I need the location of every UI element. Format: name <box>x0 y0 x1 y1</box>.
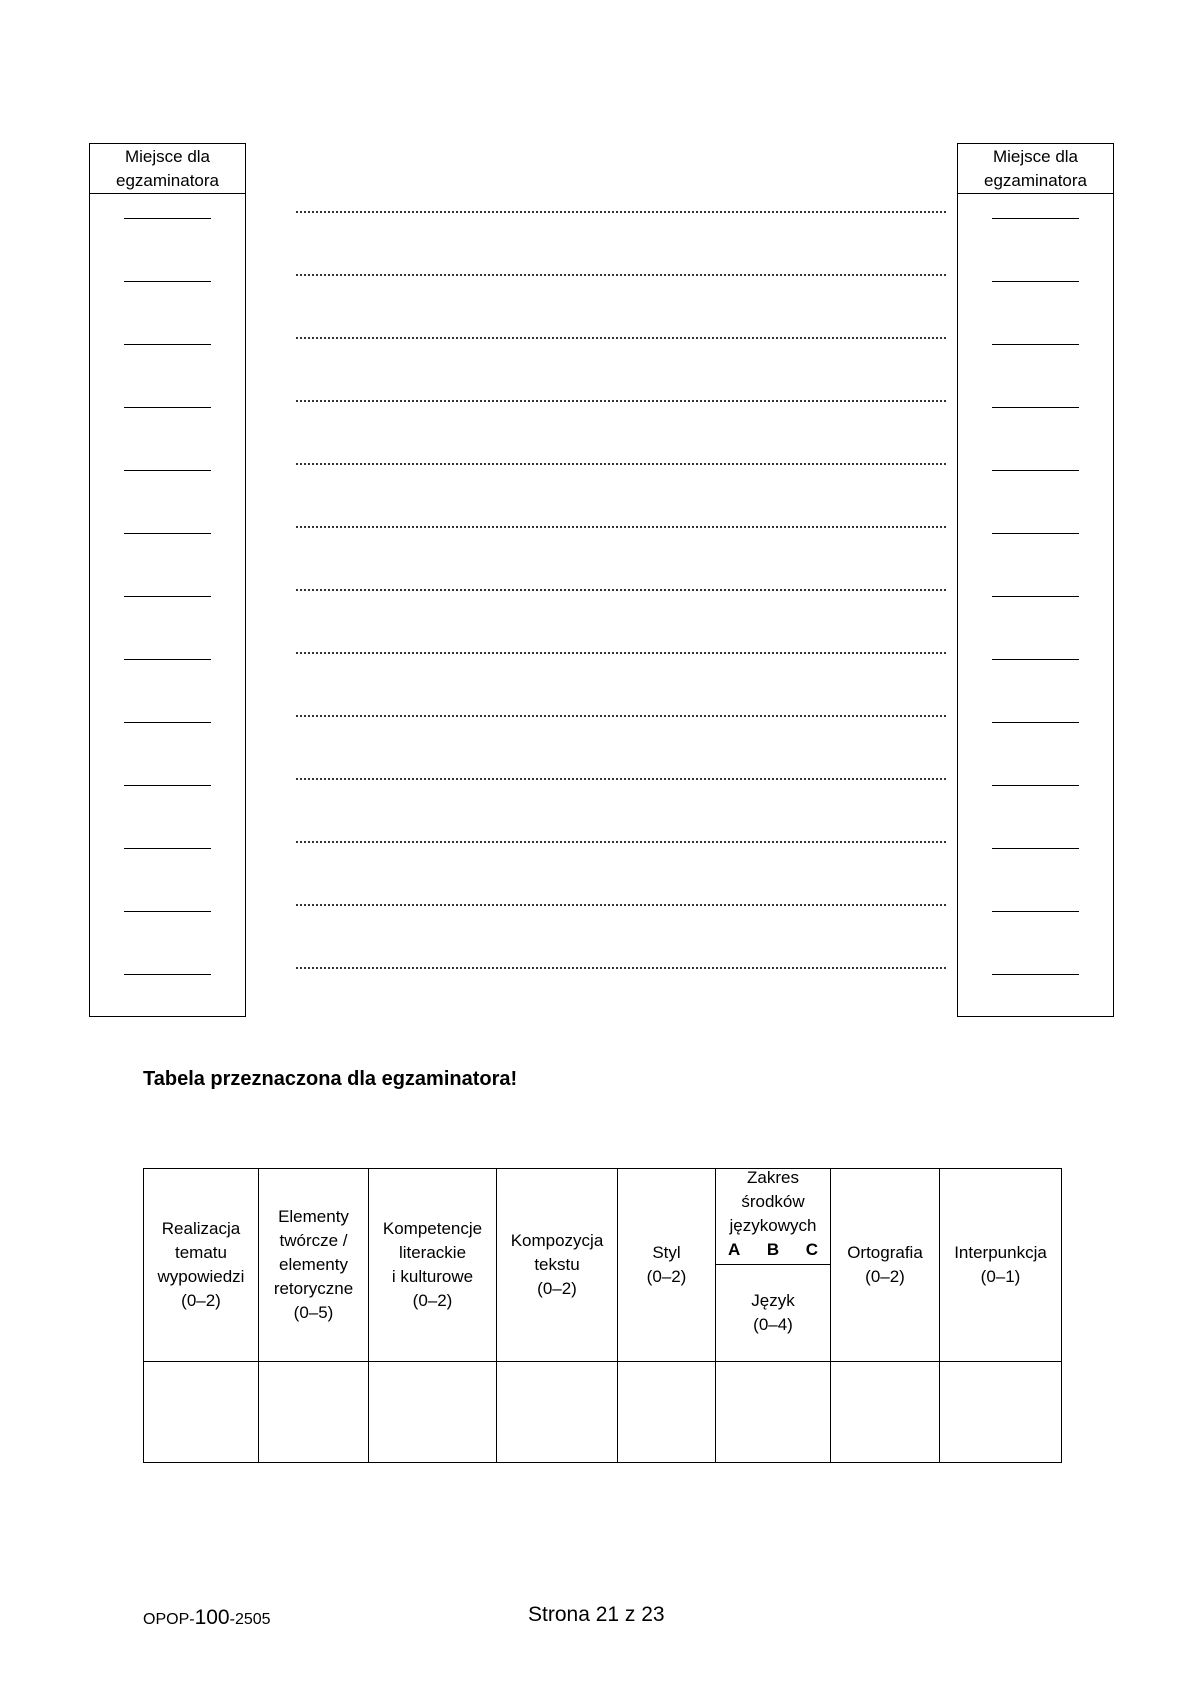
score-line[interactable] <box>124 659 211 660</box>
examiner-margin-header <box>958 144 1113 194</box>
writing-line[interactable] <box>296 778 946 780</box>
abc-labels: A B C <box>728 1240 818 1259</box>
score-cell[interactable] <box>940 1362 1062 1463</box>
score-line[interactable] <box>992 785 1079 786</box>
score-line[interactable] <box>124 281 211 282</box>
writing-line[interactable] <box>296 904 946 906</box>
header-elementy: Elementy twórcze / elementy retoryczne (0–5) <box>259 1169 369 1362</box>
score-line[interactable] <box>124 470 211 471</box>
score-line[interactable] <box>992 848 1079 849</box>
score-line[interactable] <box>992 659 1079 660</box>
grading-table <box>143 1168 1062 1463</box>
writing-line[interactable] <box>296 715 946 717</box>
score-line[interactable] <box>992 533 1079 534</box>
score-line[interactable] <box>992 407 1079 408</box>
score-line[interactable] <box>124 785 211 786</box>
examiner-label-line2: egzaminatora <box>115 170 219 190</box>
header-styl: Styl (0–2) <box>618 1169 716 1362</box>
score-line[interactable] <box>124 974 211 975</box>
examiner-label-line1: Miejsce dla <box>992 146 1079 166</box>
writing-line[interactable] <box>296 526 946 528</box>
exam-code: OPOP-100-2505 <box>143 1606 271 1629</box>
score-line[interactable] <box>992 596 1079 597</box>
score-line[interactable] <box>992 470 1079 471</box>
zakres-cell: Zakres środków językowych A B C <box>716 1169 830 1265</box>
page-number: Strona 21 z 23 <box>528 1603 665 1626</box>
score-line[interactable] <box>124 596 211 597</box>
writing-line[interactable] <box>296 274 946 276</box>
score-line[interactable] <box>992 344 1079 345</box>
score-line[interactable] <box>124 911 211 912</box>
score-line[interactable] <box>124 218 211 219</box>
score-line[interactable] <box>124 722 211 723</box>
header-kompozycja: Kompozycja tekstu (0–2) <box>497 1169 618 1362</box>
examiner-label-line1: Miejsce dla <box>124 146 211 166</box>
header-realizacja: Realizacja tematu wypowiedzi (0–2) <box>144 1169 259 1362</box>
header-zakres-jezyk <box>716 1169 831 1362</box>
score-line[interactable] <box>124 848 211 849</box>
score-line[interactable] <box>124 533 211 534</box>
score-line[interactable] <box>124 344 211 345</box>
writing-line[interactable] <box>296 652 946 654</box>
writing-line[interactable] <box>296 337 946 339</box>
score-cell[interactable] <box>716 1362 831 1463</box>
jezyk-cell: Język (0–4) <box>751 1291 795 1334</box>
header-interpunkcja: Interpunkcja (0–1) <box>940 1169 1062 1362</box>
writing-line[interactable] <box>296 463 946 465</box>
examiner-margin-header <box>90 144 245 194</box>
writing-line[interactable] <box>296 400 946 402</box>
writing-line[interactable] <box>296 967 946 969</box>
score-line[interactable] <box>992 722 1079 723</box>
writing-line[interactable] <box>296 211 946 213</box>
score-line[interactable] <box>992 974 1079 975</box>
score-line[interactable] <box>992 218 1079 219</box>
score-cell[interactable] <box>618 1362 716 1463</box>
score-entry-row <box>144 1362 1062 1463</box>
examiner-margin-left <box>89 143 246 1017</box>
score-line[interactable] <box>992 911 1079 912</box>
table-header-row <box>144 1169 1062 1362</box>
score-cell[interactable] <box>831 1362 940 1463</box>
score-cell[interactable] <box>369 1362 497 1463</box>
examiner-label-line2: egzaminatora <box>983 170 1087 190</box>
score-cell[interactable] <box>259 1362 369 1463</box>
header-ortografia: Ortografia (0–2) <box>831 1169 940 1362</box>
score-line[interactable] <box>992 281 1079 282</box>
examiner-margin-right <box>957 143 1114 1017</box>
score-cell[interactable] <box>144 1362 259 1463</box>
writing-line[interactable] <box>296 841 946 843</box>
writing-line[interactable] <box>296 589 946 591</box>
header-kompetencje: Kompetencje literackie i kulturowe (0–2) <box>369 1169 497 1362</box>
score-cell[interactable] <box>497 1362 618 1463</box>
score-line[interactable] <box>124 407 211 408</box>
table-title: Tabela przeznaczona dla egzaminatora! <box>143 1068 518 1090</box>
